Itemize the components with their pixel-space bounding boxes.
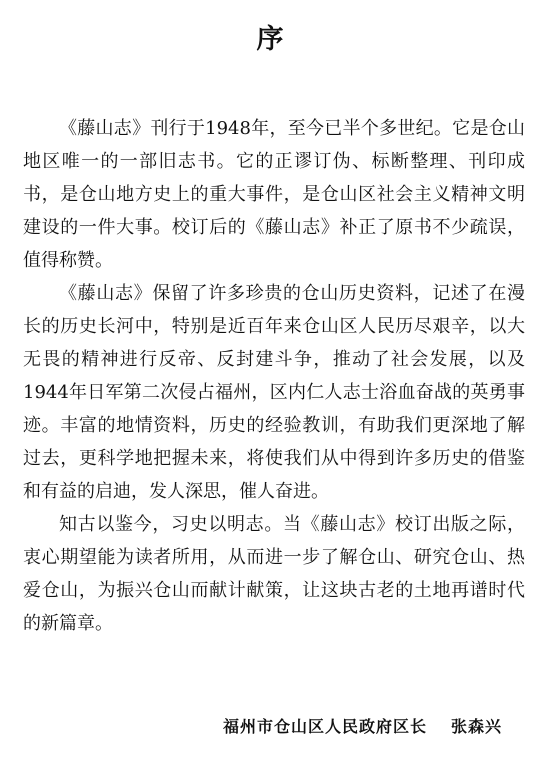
signature-title: 福州市仓山区人民政府区长: [222, 717, 427, 736]
signature-block: [223, 715, 502, 739]
paragraph-2: 《藤山志》保留了许多珍贵的仓山历史资料，记述了在漫长的历史长河中，特别是近百年来仓山区人民历尽艰辛，以大无畏的精神进行反帝、反封建斗争，推动了社会发展，以及1944年日军第二次侵占福州，区内仁人志士浴血奋战的英勇事迹。丰富的地情资料，历史的经验教训，有助我们更深地了解过去，更科学地把握未来，将使我们从中得到许多历史的借鉴和有益的启迪，发人深思，催人奋进。: [23, 283, 525, 502]
page-title: 序: [256, 24, 286, 55]
paragraph-1: 《藤山志》刊行于1948年，至今已半个多世纪。它是仓山地区唯一的一部旧志书。它的正谬订伪、标断整理、刊印成书，是仓山地方史上的重大事件，是仓山区社会主义精神文明建设的一件大事。校订后的《藤山志》补正了原书不少疏误，值得称赞。: [23, 118, 525, 271]
preface-body: [23, 112, 525, 640]
paragraph-3: 知古以鉴今，习史以明志。当《藤山志》校订出版之际，衷心期望能为读者所用，从而进一步了解仓山、研究仓山、热爱仓山，为振兴仓山而献计献策，让这块古老的土地再谱时代的新篇章。: [23, 514, 525, 634]
signature-name: 张森兴: [450, 717, 502, 736]
